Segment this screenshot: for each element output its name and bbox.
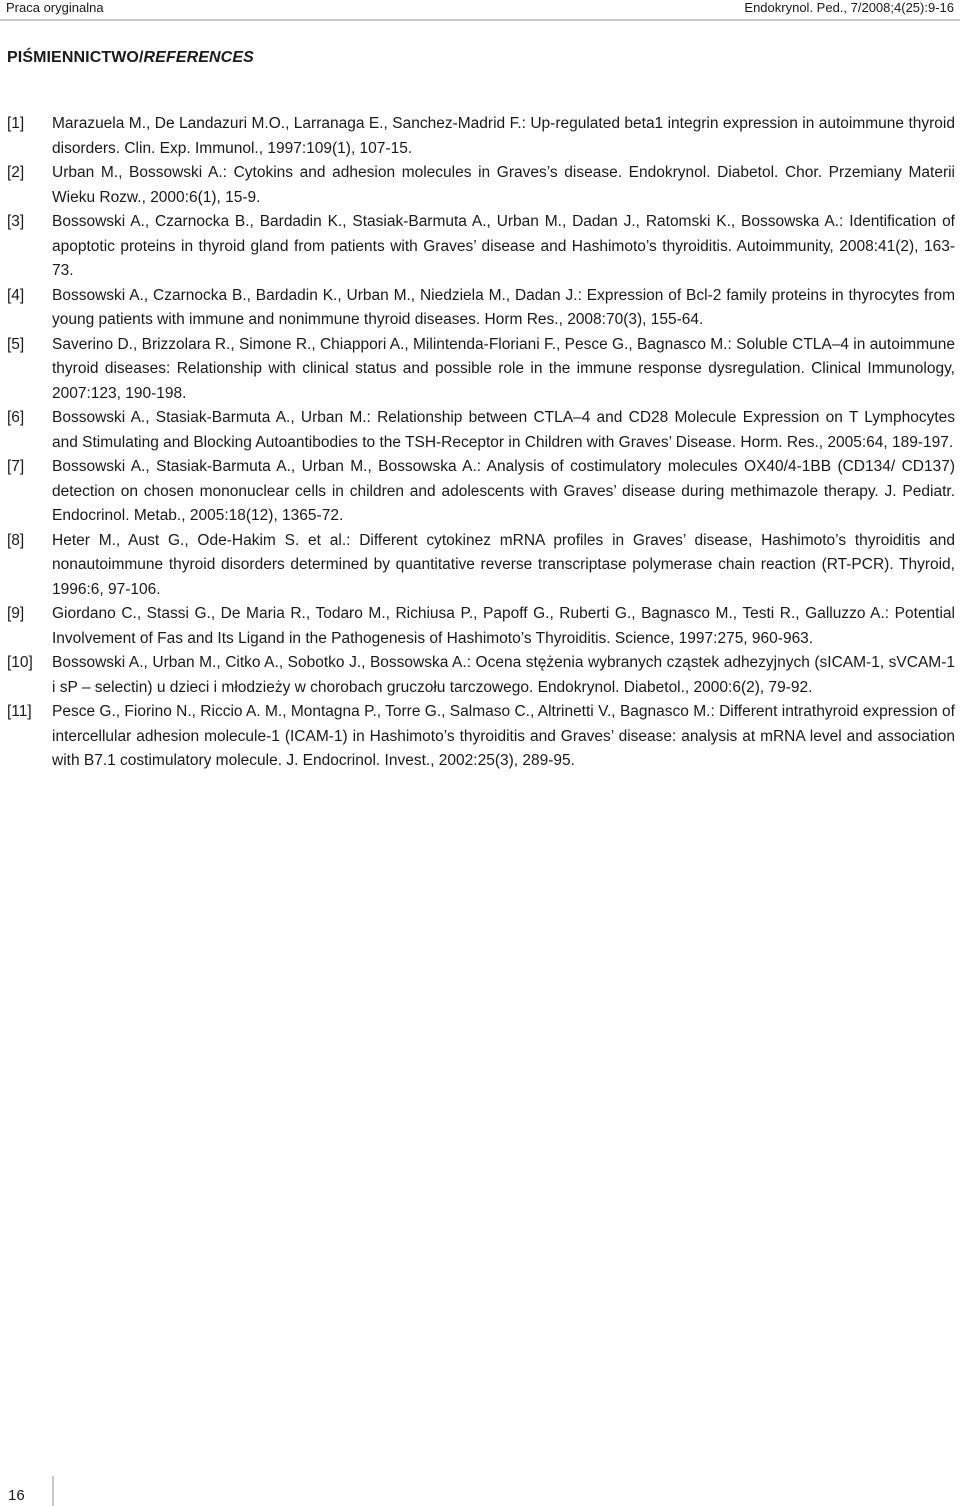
reference-item [0, 455, 960, 529]
reference-item [0, 333, 960, 407]
page-number: 16 [8, 1487, 25, 1504]
reference-item [0, 112, 960, 161]
reference-number: [3] [7, 213, 25, 230]
reference-number: [4] [7, 286, 25, 304]
reference-text: Heter M., Aust G., Ode-Hakim S. et al.: Different cytokinez mRNA profiles in Graves’ disease, Hashimoto’s thyroiditis and nonautoimmune thyroid disorders determined by quantitative reverse transcriptase polymerase chain reaction (RT-PCR). Thyroid, 1996:6, 97-106. [52, 531, 955, 598]
running-header [0, 0, 960, 18]
reference-text: Bossowski A., Stasiak-Barmuta A., Urban M., Bossowska A.: Analysis of costimulatory molecules OX40/4-1BB (CD134/ CD137) detection on chosen mononuclear cells in children and adolescents with Graves’ disease during methimazole therapy. J. Pediatr. Endocrinol. Metab., 2005:18(12), 1365-72. [52, 458, 955, 524]
reference-text: Saverino D., Brizzolara R., Simone R., Chiappori A., Milintenda-Floriani F., Pesce G., Bagnasco M.: Soluble CTLA–4 in autoimmune thyroid diseases: Relationship with clinical status and possible role in the immune response dysregulation. Clinical Immunology, 2007:123, 190-198. [52, 335, 955, 402]
reference-item [0, 284, 960, 333]
reference-item [0, 700, 960, 774]
reference-item [0, 529, 960, 603]
reference-item [0, 406, 960, 455]
reference-text: Bossowski A., Stasiak-Barmuta A., Urban M.: Relationship between CTLA–4 and CD28 Molecule Expression on T Lymphocytes and Stimulating and Blocking Autoantibodies to the TSH-Receptor in Children with Graves’ Disease. Horm. Res., 2005:64, 189-197. [52, 409, 955, 451]
reference-item [0, 602, 960, 651]
reference-text: Urban M., Bossowski A.: Cytokins and adhesion molecules in Graves’s disease. Endokrynol. Diabetol. Chor. Przemiany Materii Wieku Rozw., 2000:6(1), 15-9. [52, 164, 955, 206]
reference-list [0, 112, 960, 774]
reference-item [0, 651, 960, 700]
reference-text: Bossowski A., Urban M., Citko A., Sobotko J., Bossowska A.: Ocena stężenia wybranych cząstek adhezyjnych (sICAM-1, sVCAM-1 i sP – selectin) u dzieci i młodzieży w chorobach gruczołu tarczowego. Endokrynol. Diabetol., 2000:6(2), 79-92. [52, 654, 955, 696]
article-type-label: Praca oryginalna [6, 0, 104, 15]
reference-number: [10] [7, 654, 33, 671]
reference-number: [1] [7, 115, 25, 132]
reference-item [0, 210, 960, 284]
footer-divider [52, 1476, 54, 1506]
reference-number: [9] [7, 605, 25, 622]
reference-text: Bossowski A., Czarnocka B., Bardadin K., Stasiak-Barmuta A., Urban M., Dadan J., Ratomski K., Bossowska A.: Identification of apoptotic proteins in thyroid gland from patients with Graves’ disease and Hashimoto’s thyroiditis. Autoimmunity, 2008:41(2), 163-73. [52, 213, 955, 279]
reference-text: Giordano C., Stassi G., De Maria R., Todaro M., Richiusa P., Papoff G., Ruberti G., Bagnasco M., Testi R., Galluzzo A.: Potential Involvement of Fas and Its Ligand in the Pathogenesis of Hashimoto’s Thyroiditis. Science, 1997:275, 960-963. [52, 605, 955, 647]
reference-text: Pesce G., Fiorino N., Riccio A. M., Montagna P., Torre G., Salmaso C., Altrinetti V., Bagnasco M.: Different intrathyroid expression of intercellular adhesion molecule-1 (ICAM-1) in Hashimoto’s thyroiditis and Graves’ disease: analysis at mRNA level and association with B7.1 costimulatory molecule. J. Endocrinol. Invest., 2002:25(3), 289-95. [52, 703, 955, 769]
reference-number: [2] [7, 164, 25, 181]
section-title [7, 49, 254, 67]
reference-number: [8] [7, 531, 25, 549]
reference-number: [11] [7, 703, 32, 720]
reference-number: [5] [7, 335, 25, 353]
section-title-main: PIŚMIENNICTWO/ [7, 49, 144, 66]
reference-number: [7] [7, 458, 25, 475]
header-divider [0, 19, 960, 21]
section-title-italic: REFERENCES [143, 49, 254, 66]
reference-number: [6] [7, 409, 25, 426]
journal-citation: Endokrynol. Ped., 7/2008;4(25):9-16 [744, 0, 954, 15]
reference-item [0, 161, 960, 210]
reference-text: Marazuela M., De Landazuri M.O., Larranaga E., Sanchez-Madrid F.: Up-regulated beta1 integrin expression in autoimmune thyroid disorders. Clin. Exp. Immunol., 1997:109(1), 107-15. [52, 115, 955, 157]
reference-text: Bossowski A., Czarnocka B., Bardadin K., Urban M., Niedziela M., Dadan J.: Expression of Bcl-2 family proteins in thyrocytes from young patients with immune and nonimmune thyroid diseases. Horm Res., 2008:70(3), 155-64. [52, 286, 955, 328]
